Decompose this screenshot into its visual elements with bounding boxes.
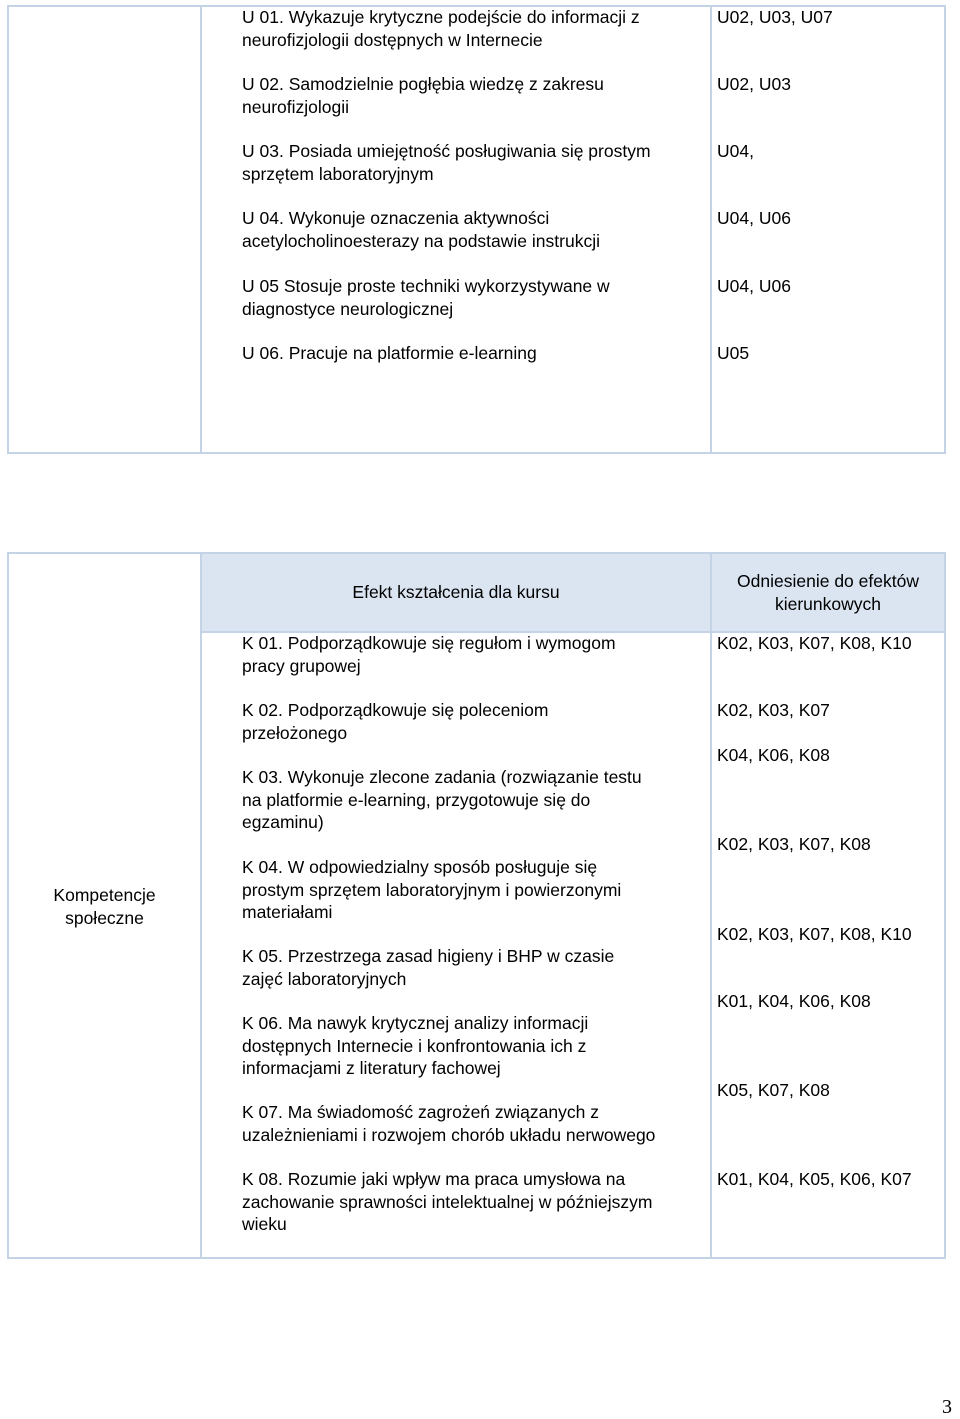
competence-ref-k06: K01, K04, K06, K08 [717,991,871,1011]
effect-column-header: Efekt kształcenia dla kursu [352,582,560,602]
competence-effect-k07: K 07. Ma świadomość zagrożeń związanych z uzależnieniami i rozwojem chorób układu nerwowego [242,1102,656,1145]
skill-effect-u03: U 03. Posiada umiejętność posługiwania się prostym sprzętem laboratoryjnym [242,141,651,184]
skill-ref-u06: U05 [717,343,750,363]
skill-effect-u05: U 05 Stosuje proste techniki wykorzystywane w diagnostyce neurologicznej [242,276,610,319]
competence-effect-k08: K 08. Rozumie jaki wpływ ma praca umysłowa na zachowanie sprawności intelektualnej w późniejszym wieku [242,1169,653,1234]
skill-effect-u06: U 06. Pracuje na platformie e-learning [242,343,537,363]
competence-effect-k01: K 01. Podporządkowuje się regułom i wymogom pracy grupowej [242,633,616,676]
competence-ref-k03: K04, K06, K08 [717,745,830,765]
skills-category-cell [7,5,202,454]
competences-category-label: Kompetencje społeczne [53,885,156,928]
competence-effect-k06: K 06. Ma nawyk krytycznej analizy informacji dostępnych Internecie i konfrontowania ich z informacjami z literatury fachowej [242,1013,589,1078]
skill-effect-u01: U 01. Wykazuje krytyczne podejście do informacji z neurofizjologii dostępnych w Internecie [242,7,640,50]
competence-ref-k01: K02, K03, K07, K08, K10 [717,633,912,653]
competence-effect-k03: K 03. Wykonuje zlecone zadania (rozwiązanie testu na platformie e-learning, przygotowuje się do egzaminu) [242,767,642,832]
competence-ref-k07: K05, K07, K08 [717,1080,830,1100]
competence-effect-k04: K 04. W odpowiedzialny sposób posługuje się prostym sprzętem laboratoryjnym i powierzonymi materiałami [242,857,622,922]
skill-ref-u05: U04, U06 [717,276,791,296]
skill-ref-u04: U04, U06 [717,208,791,228]
page-number: 3 [942,1396,952,1418]
competence-effect-k02: K 02. Podporządkowuje się poleceniom przełożonego [242,700,549,743]
skill-effect-u02: U 02. Samodzielnie pogłębia wiedzę z zakresu neurofizjologii [242,74,604,117]
competence-ref-k02: K02, K03, K07 [717,700,830,720]
competence-ref-k05: K02, K03, K07, K08, K10 [717,924,912,944]
competence-effect-k05: K 05. Przestrzega zasad higieny i BHP w czasie zajęć laboratoryjnych [242,946,615,989]
skill-effect-u04: U 04. Wykonuje oznaczenia aktywności acetylocholinoesterazy na podstawie instrukcji [242,208,600,251]
skill-ref-u01: U02, U03, U07 [717,7,833,27]
competence-ref-k08: K01, K04, K05, K06, K07 [717,1169,912,1189]
ref-column-header: Odniesienie do efektów kierunkowych [737,571,919,614]
competence-ref-k04: K02, K03, K07, K08 [717,834,871,854]
skill-ref-u02: U02, U03 [717,74,791,94]
skill-ref-u03: U04, [717,141,754,161]
